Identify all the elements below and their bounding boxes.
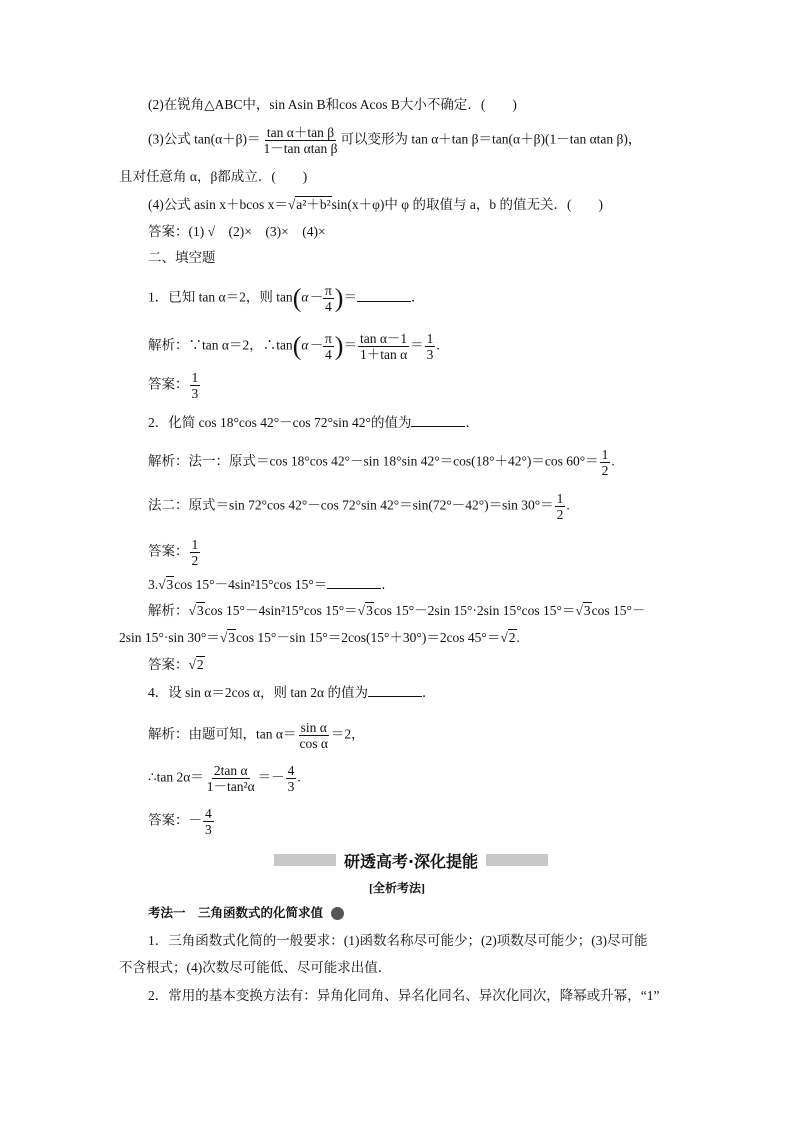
fill-1-solution: [148, 331, 440, 362]
answer-blank[interactable]: [368, 684, 422, 697]
answer-blank[interactable]: [357, 289, 411, 302]
period: ．: [465, 415, 479, 430]
one-third: [425, 331, 436, 362]
q3-fraction: [262, 125, 340, 156]
num: 1: [426, 331, 434, 346]
radicand: 3: [166, 577, 174, 592]
den: 3: [426, 347, 434, 362]
question-3: [148, 125, 641, 156]
q4-sqrt: √a²＋b²: [287, 197, 331, 212]
sqrt3: √3: [357, 603, 373, 618]
sqrt3: √3: [188, 603, 204, 618]
period: .: [566, 497, 570, 513]
num: 4: [205, 806, 212, 821]
four-den: 4: [324, 347, 332, 362]
fill-4-question: [148, 683, 435, 703]
fill-4-solution-2: [148, 763, 301, 794]
q3-fraction-num: tan α＋tan β: [266, 125, 335, 140]
period: .: [611, 453, 615, 469]
num: 1: [191, 370, 199, 385]
period: .: [297, 769, 301, 785]
answer-label: 答案：: [148, 543, 189, 559]
fill-3-solution-1: [148, 601, 645, 621]
section-fill-blank: 二、填空题: [148, 250, 216, 265]
den: 3: [191, 386, 199, 401]
fill-1-sol-inner: α－: [301, 337, 322, 353]
num: 1: [191, 537, 199, 552]
four-thirds: [203, 806, 214, 837]
num: 4: [287, 763, 295, 778]
fill-3-number: 3.: [148, 577, 159, 592]
den: 2: [556, 507, 564, 522]
pi-num: π: [324, 283, 332, 298]
den: cos α: [299, 736, 328, 751]
pi-over-4: [323, 283, 334, 314]
fill-3-q: cos 15°－4sin²15°cos 15°＝: [174, 577, 328, 592]
answer-label: 答案：: [148, 657, 189, 672]
question-2: (2)在锐角△ABC中，sin Asin B和cos Acos B大小不确定．( ): [148, 97, 517, 112]
fill-3-question: [148, 575, 395, 595]
q4-radicand: a²＋b²: [296, 197, 331, 212]
solution-label: 解析：: [148, 603, 189, 618]
equals: ＝: [410, 337, 424, 353]
fill-4-sol2-mid: ＝－: [257, 769, 285, 785]
period: ．: [421, 685, 436, 700]
banner-title: 研透高考·深化提能: [343, 851, 479, 871]
answer-blank[interactable]: [411, 414, 465, 427]
fill-4-sol2-pre: ∴tan 2α＝: [148, 769, 204, 785]
paragraph-2: 2．常用的基本变换方法有：异角化同角、异名化同名、异次化同次，降幂或升幂，“1”: [148, 988, 660, 1003]
period: ．: [381, 577, 395, 592]
fill-4-sol-pre: 解析：由题可知，tan α＝: [148, 726, 297, 742]
answer-label: 答案：: [148, 812, 189, 828]
radicand: 3: [196, 603, 204, 618]
four-thirds: [286, 763, 297, 794]
section-banner: [254, 849, 568, 871]
q4-suffix: sin(x＋φ)中 φ 的取值与 a，b 的值无关．( ): [331, 197, 603, 212]
fill-3-sol-c: cos 15°－2sin 15°·2sin 15°cos 15°＝: [373, 603, 576, 618]
den: 3: [205, 822, 212, 837]
fill-1-q-inner: α－: [301, 289, 322, 305]
fill-3-solution-2: [119, 628, 520, 648]
fill-3-sol2-b: cos 15°－sin 15°＝2cos(15°＋30°)＝2cos 45°＝: [235, 630, 501, 645]
period: .: [516, 630, 520, 645]
banner-bar-right: [486, 854, 548, 866]
fill-3-sol-d: cos 15°－: [591, 603, 646, 618]
fill-2-question: [148, 413, 479, 433]
bullet-dot-icon: [331, 907, 344, 920]
double-angle-fraction: [205, 763, 257, 794]
period: ．: [410, 289, 425, 305]
sqrt2: √2: [188, 657, 204, 672]
fill-3-sol-b: cos 15°－4sin²15°cos 15°＝: [204, 603, 358, 618]
fill-1-sol-den: 1＋tan α: [359, 347, 408, 362]
fill-4-answer: [148, 806, 215, 837]
fill-1-question: [148, 283, 424, 314]
fill-2-solution-1: [148, 447, 615, 478]
period: .: [436, 337, 440, 353]
fill-1-q-post: ＝: [343, 289, 357, 305]
fill-3-answer: [148, 655, 205, 675]
paragraph-1: 1．三角函数式化简的一般要求：(1)函数名称尽可能少；(2)项数尽可能少；(3)尽可能: [148, 933, 648, 948]
method-1-heading: [148, 903, 344, 923]
fill-2-q: 2．化简 cos 18°cos 42°－cos 72°sin 42°的值为: [148, 415, 412, 430]
question-3-cont: 且对任意角 α，β都成立．( ): [119, 169, 308, 184]
paragraph-1-cont: 不含根式；(4)次数尽可能低、尽可能求出值．: [119, 960, 392, 975]
rparen: ): [334, 331, 344, 361]
num: 1: [601, 447, 609, 462]
num: sin α: [300, 720, 327, 735]
question-4: [148, 195, 603, 215]
fill-1-sol-num: tan α－1: [359, 331, 408, 346]
den: 1－tan²α: [206, 779, 255, 794]
den: 2: [601, 463, 609, 478]
radicand: 3: [583, 603, 591, 618]
one-half: [600, 447, 611, 478]
radicand: 2: [508, 630, 516, 645]
minus: －: [188, 812, 202, 828]
sqrt3: √3: [575, 603, 591, 618]
four-den: 4: [324, 299, 332, 314]
fill-2-answer: [148, 537, 201, 568]
num: 1: [556, 491, 564, 506]
subheading: [全析考法]: [369, 881, 425, 895]
radicand: 3: [228, 630, 235, 645]
q3-fraction-den: 1－tan αtan β: [263, 141, 338, 156]
fill-1-answer: [148, 370, 201, 401]
answer-blank[interactable]: [327, 576, 381, 589]
fill-1-sol-fraction: [358, 331, 409, 362]
fill-4-q: 4．设 sin α＝2cos α，则 tan 2α 的值为: [148, 685, 368, 700]
pi-over-4: [323, 331, 334, 362]
q3-suffix: 可以变形为 tan α＋tan β＝tan(α＋β)(1－tan αtan β)，: [340, 131, 642, 147]
sin-over-cos: [297, 720, 329, 751]
fill-4-solution-1: [148, 720, 365, 751]
radicand: 3: [366, 603, 373, 618]
sqrt3: √3: [219, 630, 235, 645]
lparen: (: [292, 331, 302, 361]
one-half: [555, 491, 566, 522]
answer-label: 答案：: [148, 376, 189, 392]
fill-1-q-pre: 1．已知 tan α＝2，则 tan: [148, 289, 293, 305]
fill-2-solution-2: [148, 491, 570, 522]
sqrt3: √3: [158, 577, 174, 592]
one-third: [190, 370, 201, 401]
pi-num: π: [324, 331, 332, 346]
den: 2: [191, 553, 199, 568]
q4-prefix: (4)公式 asin x＋bcos x＝: [148, 197, 288, 212]
answer-tf: 答案：(1) √ (2)× (3)× (4)×: [148, 224, 326, 239]
fill-2-sol1: 解析：法一：原式＝cos 18°cos 42°－sin 18°sin 42°＝cos(18°＋42°)＝cos 60°＝: [148, 453, 599, 469]
q3-prefix: (3)公式 tan(α＋β)＝: [148, 131, 261, 147]
den: 3: [287, 779, 295, 794]
equals: ＝: [343, 337, 357, 353]
rparen: ): [334, 283, 344, 313]
lparen: (: [292, 283, 302, 313]
num: 2tan α: [213, 763, 248, 778]
banner-bar-left: [274, 854, 336, 866]
sqrt2: √2: [500, 630, 516, 645]
fill-1-sol-pre: 解析：∵tan α＝2，∴tan: [148, 337, 293, 353]
fill-2-sol2: 法二：原式＝sin 72°cos 42°－cos 72°sin 42°＝sin(72°－42°)＝sin 30°＝: [148, 497, 554, 513]
one-half: [190, 537, 201, 568]
radicand: 2: [196, 657, 204, 672]
method-1-title: 考法一 三角函数式的化简求值: [148, 905, 324, 920]
fill-4-sol-post: ＝2，: [330, 726, 365, 742]
fill-3-sol2-a: 2sin 15°·sin 30°＝: [119, 630, 220, 645]
